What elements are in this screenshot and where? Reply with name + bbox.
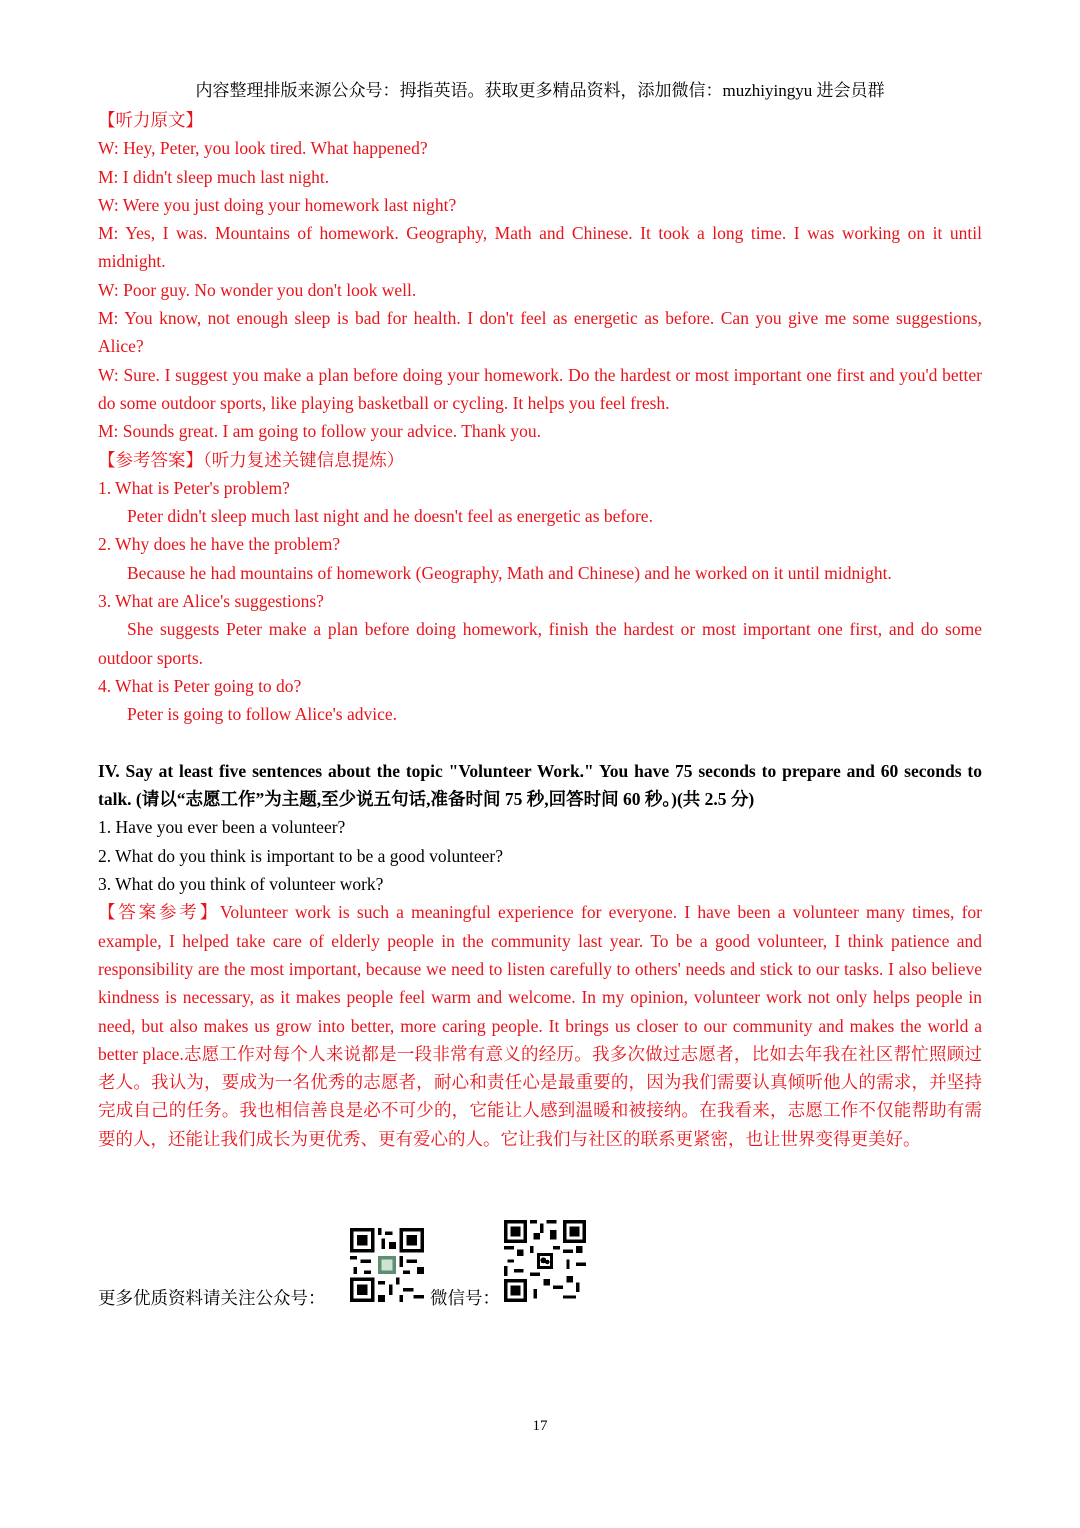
dialogue-line: W: Were you just doing your homework last night? — [98, 194, 457, 215]
page-header: 内容整理排版来源公众号：拇指英语。获取更多精品资料，添加微信：muzhiyingyu 进会员群 — [195, 81, 885, 100]
dialogue-line: M: You know, not enough sleep is bad for health. I don't feel as energetic as before. Can you give me some suggestions, Alice? — [98, 308, 982, 357]
answer-question: 4. What is Peter going to do? — [98, 675, 302, 696]
topic-question: 3. What do you think of volunteer work? — [98, 874, 384, 895]
answer-question: 2. Why does he have the problem? — [98, 534, 341, 555]
dialogue-line: W: Sure. I suggest you make a plan before doing your homework. Do the hardest or most important one first and you'd better do some outdoor sports, like playing basketball or cycling. It helps you feel fresh. — [98, 364, 982, 413]
dialogue-line: W: Hey, Peter, you look tired. What happened? — [98, 138, 428, 159]
answer-text: She suggests Peter make a plan before doing homework, finish the hardest or most important one first, and do some outdoor sports. — [98, 619, 982, 668]
section-gap — [98, 729, 982, 757]
reference-answers-heading: 【参考答案】（听力复述关键信息提炼） — [98, 449, 405, 470]
dialogue-line: W: Poor guy. No wonder you don't look well. — [98, 279, 417, 300]
topic-question: 1. Have you ever been a volunteer? — [98, 817, 346, 838]
answer-text: Peter didn't sleep much last night and he doesn't feel as energetic as before. — [127, 506, 653, 527]
page-content — [98, 106, 982, 1153]
answer-text: Peter is going to follow Alice's advice. — [127, 704, 397, 725]
dialogue-line: M: Yes, I was. Mountains of homework. Geography, Math and Chinese. It took a long time. I was working on it until midnight. — [98, 223, 982, 272]
wechat-qr-code — [504, 1220, 586, 1302]
answer-text: Because he had mountains of homework (Geography, Math and Chinese) and he worked on it until midnight. — [127, 562, 892, 583]
wechat-label: 微信号： — [430, 1288, 500, 1308]
dialogue-line: M: I didn't sleep much last night. — [98, 166, 330, 187]
page-number: 17 — [532, 1418, 548, 1434]
official-account-label: 更多优质资料请关注公众号： — [98, 1288, 326, 1308]
answer-question: 3. What are Alice's suggestions? — [98, 591, 324, 612]
footer-qr-row — [98, 1220, 982, 1310]
sample-answer-heading: 【答案参考】 — [98, 902, 220, 923]
section-iv-instruction: IV. Say at least five sentences about the topic "Volunteer Work." You have 75 seconds to prepare and 60 seconds to talk. (请以“志愿工作”为主题,至少说五句话,准备时间 75 秒,回答时间 60 秒。)(共 2.5 分) — [98, 760, 982, 810]
sample-answer — [98, 898, 982, 1153]
sample-answer-text: Volunteer work is such a meaningful experience for everyone. I have been a volunteer many times, for example, I helped take care of elderly people in the community last year. To be a good volunteer, I think patience and responsibility are the most important, because we need to listen carefully to others' needs and stick to our tasks. I also believe kindness is necessary, as it makes people feel warm and welcome. In my opinion, volunteer work not only helps people in need, but also makes us grow into better, more caring people. It brings us closer to our community and makes the world a better place.志愿工作对每个人来说都是一段非常有意义的经历。我多次做过志愿者，比如去年我在社区帮忙照顾过老人。我认为，要成为一名优秀的志愿者，耐心和责任心是最重要的，因为我们需要认真倾听他人的需求，并坚持完成自己的任务。我也相信善良是必不可少的，它能让人感到温暖和被接纳。在我看来，志愿工作不仅能帮助有需要的人，还能让我们成长为更优秀、更有爱心的人。它让我们与社区的联系更紧密，也让世界变得更美好。 — [98, 902, 982, 1149]
listening-script-heading: 【听力原文】 — [98, 110, 203, 130]
official-account-qr-code — [350, 1228, 424, 1302]
dialogue-line: M: Sounds great. I am going to follow your advice. Thank you. — [98, 421, 541, 442]
topic-question: 2. What do you think is important to be a good volunteer? — [98, 845, 504, 866]
answer-question: 1. What is Peter's problem? — [98, 477, 290, 498]
